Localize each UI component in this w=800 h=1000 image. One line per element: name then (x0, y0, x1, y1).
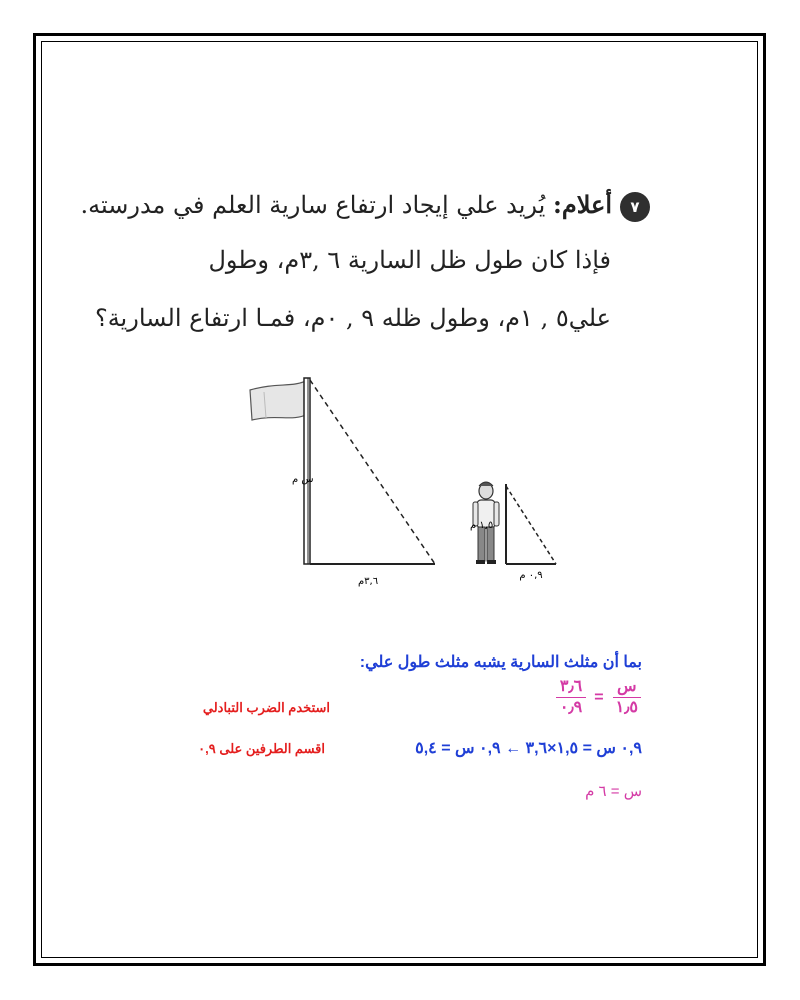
similar-triangles-figure (240, 370, 570, 600)
final-answer: س = ٦ م (585, 783, 642, 800)
solution-intro: بما أن مثلث السارية يشبه مثلث طول علي: (359, 654, 642, 671)
right-fraction (556, 678, 586, 717)
right-denominator: ٠٫٩ (559, 699, 583, 716)
flag-pole (304, 378, 310, 564)
problem-keyword: أعلام: (552, 190, 612, 219)
problem-line-2: فإذا كان طول ظل السارية ٦ ,٣م، وطول (208, 246, 611, 274)
problem-line-3: علي٥ , ١م، وطول ظله ٩ , ٠م، فمـا ارتفاع السارية؟ (94, 304, 611, 332)
cross-multiply-hint: استخدم الضرب التبادلي (202, 700, 330, 715)
right-numerator: ٣٫٦ (556, 678, 586, 698)
left-denominator: ١٫٥ (615, 699, 638, 716)
problem-number-badge: ٧ (620, 192, 650, 222)
flag-icon (250, 380, 308, 420)
person-shadow-label: ٠,٩ م (519, 570, 543, 581)
person-height-label: ١,٥ م (470, 520, 494, 531)
cross-multiply-equation: ٠,٩ س = ١,٥×٣,٦ ← ٠,٩ س = ٥,٤ (415, 740, 642, 757)
divide-hint: اقسم الطرفين على ٠,٩ (198, 741, 325, 756)
proportion-equation (556, 678, 642, 717)
pole-shadow-label: ٣,٦م (357, 576, 379, 587)
problem-line-1-text: يُريد علي إيجاد ارتفاع سارية العلم في مدرسته. (80, 191, 553, 219)
person-sun-ray (506, 486, 556, 564)
problem-line-1 (81, 190, 650, 222)
pole-height-label: س م (292, 474, 314, 485)
pole-sun-ray (310, 380, 435, 564)
equals-sign: = (594, 688, 604, 706)
left-fraction (612, 678, 642, 717)
left-numerator: س (613, 678, 641, 698)
